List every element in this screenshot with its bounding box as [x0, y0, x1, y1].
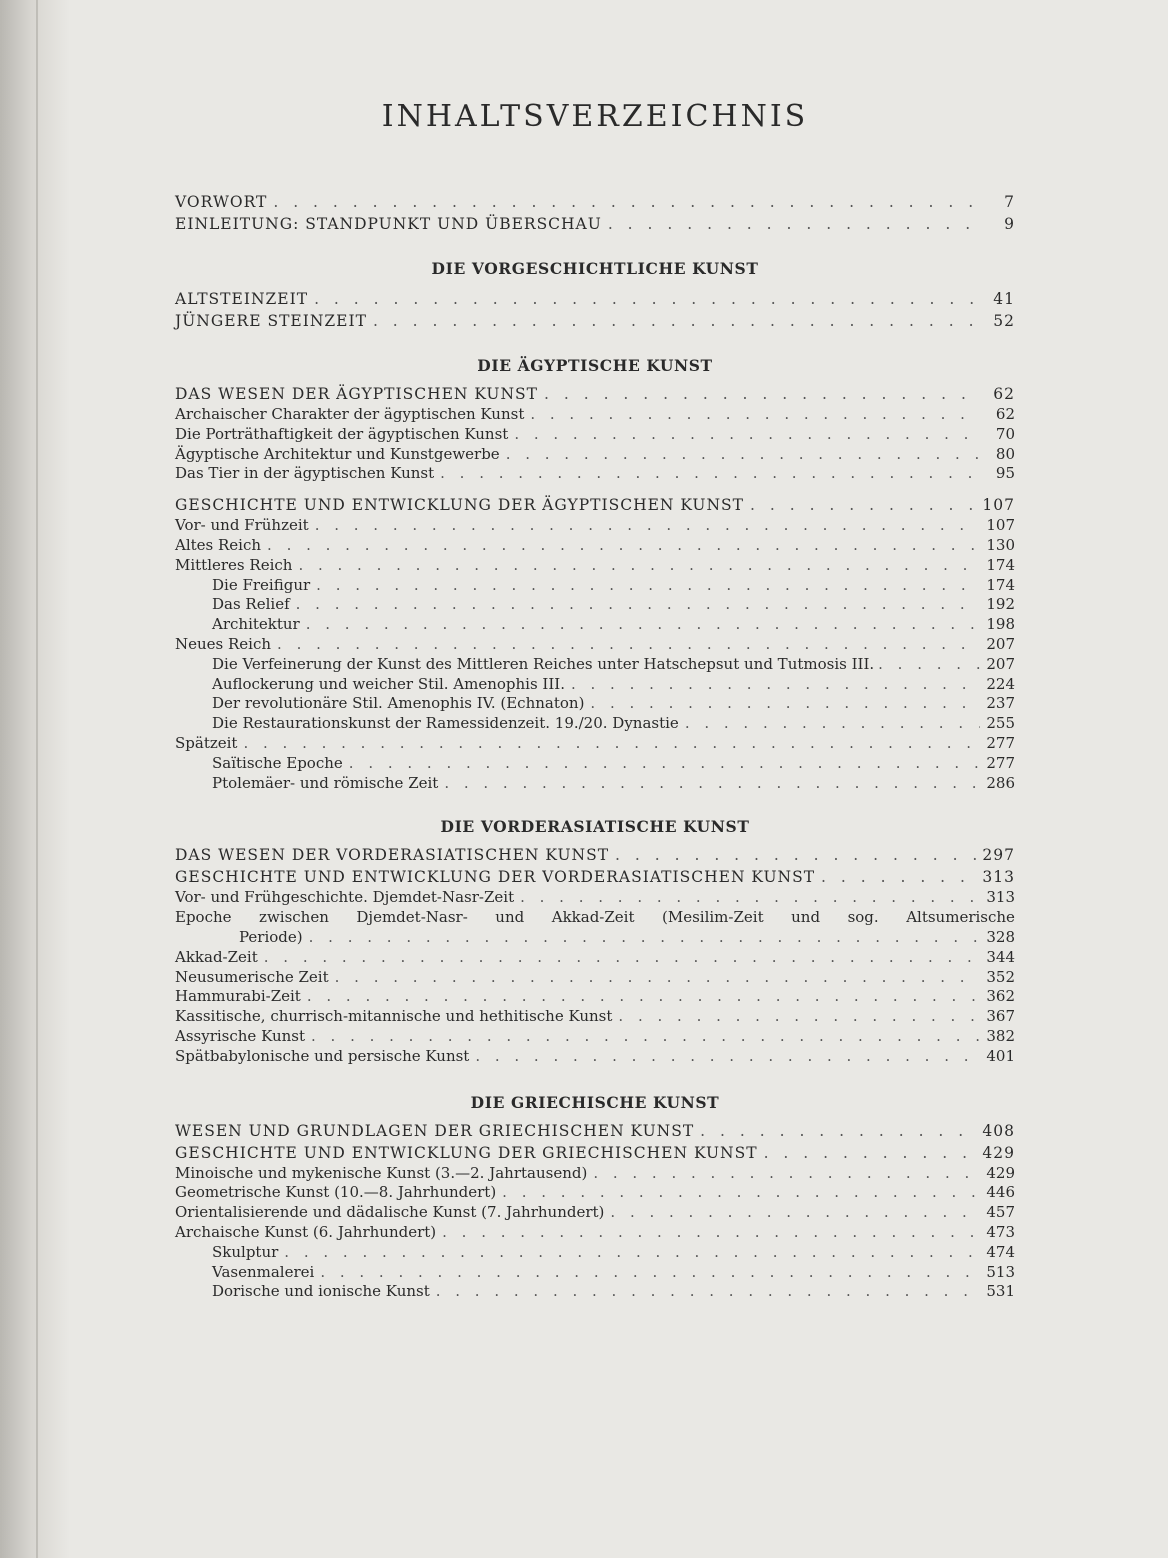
leader-dots	[284, 1243, 980, 1263]
section-heading-vorgeschichtlich: DIE VORGESCHICHTLICHE KUNST	[431, 259, 759, 278]
word: zwischen	[259, 908, 329, 927]
toc-entry[interactable]	[175, 1183, 1015, 1203]
leader-dots	[502, 1183, 980, 1203]
entry-label: Orientalisierende und dädalische Kunst (7. Jahrhundert)	[175, 1203, 605, 1222]
toc-entry[interactable]	[175, 888, 1015, 908]
leader-dots	[307, 987, 981, 1007]
entry-label: Altes Reich	[175, 535, 262, 554]
toc-page	[175, 95, 1015, 1302]
entry-page: 429	[982, 1143, 1015, 1162]
entry-page: 513	[986, 1262, 1015, 1281]
toc-subentry[interactable]	[175, 1263, 1015, 1283]
leader-dots	[750, 494, 976, 516]
leader-dots	[296, 595, 981, 615]
entry-page: 408	[982, 1121, 1015, 1140]
entry-label: Hammurabi-Zeit	[175, 987, 301, 1006]
leader-dots	[530, 405, 981, 425]
entry-label: GESCHICHTE UND ENTWICKLUNG DER GRIECHISCHEN KUNST	[175, 1143, 758, 1162]
entry-label: Die Verfeinerung der Kunst des Mittleren Reiches unter Hatschepsut und Tutmosis III.	[212, 654, 875, 673]
section-heading-aegyptisch: DIE ÄGYPTISCHE KUNST	[477, 356, 713, 375]
entry-label: GESCHICHTE UND ENTWICKLUNG DER VORDERASIATISCHEN KUNST	[175, 868, 816, 887]
leader-dots	[475, 1047, 980, 1067]
toc-entry[interactable]	[175, 383, 1015, 405]
toc-subentry[interactable]	[175, 694, 1015, 714]
leader-dots	[273, 191, 981, 213]
entry-page: 95	[995, 464, 1015, 483]
entry-page: 62	[995, 405, 1015, 423]
entry-page: 401	[986, 1046, 1015, 1065]
toc-subentry[interactable]	[175, 615, 1015, 635]
word: sog.	[847, 908, 879, 927]
entry-page: 474	[986, 1242, 1015, 1261]
toc-entry[interactable]	[175, 536, 1015, 556]
leader-dots	[764, 1142, 977, 1164]
entry-page: 9	[1004, 215, 1015, 233]
leader-dots	[314, 288, 981, 310]
word: Epoche	[175, 908, 232, 927]
entry-label: Vor- und Frühzeit	[175, 516, 309, 535]
front-matter	[175, 191, 1015, 235]
entry-label: Spätbabylonische und persische Kunst	[175, 1046, 470, 1065]
entry-page: 174	[986, 555, 1015, 574]
leader-dots	[349, 754, 981, 774]
entry-label: Kassitische, churrisch-mitannische und hethitische Kunst	[175, 1007, 613, 1026]
toc-subentry[interactable]	[175, 774, 1015, 794]
entry-page: 362	[986, 987, 1015, 1006]
entry-label: Periode)	[239, 927, 303, 946]
leader-dots	[320, 1263, 980, 1283]
leader-dots	[335, 968, 981, 988]
entry-label: Auflockerung und weicher Stil. Amenophis III.	[212, 674, 565, 693]
entry-label: VORWORT	[175, 193, 268, 211]
entry-label: Skulptur	[212, 1242, 279, 1261]
entry-page: 457	[986, 1203, 1015, 1222]
entry-label: Spätzeit	[175, 733, 238, 752]
leader-dots	[315, 516, 981, 536]
toc-subentry[interactable]	[175, 655, 1015, 675]
entry-page: 367	[986, 1007, 1015, 1026]
entry-page: 473	[986, 1222, 1015, 1241]
leader-dots	[520, 888, 980, 908]
entry-page: 198	[986, 615, 1015, 634]
toc-entry[interactable]	[175, 213, 1015, 235]
toc-entry[interactable]	[175, 1007, 1015, 1027]
toc-entry[interactable]	[175, 1027, 1015, 1047]
leader-dots	[243, 734, 980, 754]
entry-label: Akkad-Zeit	[175, 947, 258, 966]
entry-page: 313	[982, 868, 1015, 887]
word: (Mesilim-Zeit	[662, 908, 764, 927]
entry-page: 286	[986, 773, 1015, 792]
entry-page: 344	[986, 947, 1015, 966]
entry-page: 62	[993, 385, 1015, 403]
entry-label: WESEN UND GRUNDLAGEN DER GRIECHISCHEN KUNST	[175, 1121, 695, 1140]
entry-label: ALTSTEINZEIT	[175, 290, 309, 308]
entry-page: 7	[1004, 193, 1015, 211]
entry-label: Vasenmalerei	[212, 1262, 315, 1281]
entry-label: Architektur	[212, 615, 300, 634]
entry-label: DAS WESEN DER VORDERASIATISCHEN KUNST	[175, 846, 610, 865]
toc-entry[interactable]	[175, 1164, 1015, 1184]
entry-page: 70	[995, 424, 1015, 443]
toc-entry-wrapped[interactable]	[175, 908, 1015, 948]
word: Djemdet-Nasr-	[356, 908, 468, 927]
leader-dots	[306, 615, 981, 635]
leader-dots	[615, 844, 976, 866]
toc-entry[interactable]	[175, 1223, 1015, 1243]
toc-entry[interactable]	[175, 948, 1015, 968]
toc-entry[interactable]	[175, 1142, 1015, 1164]
entry-page: 429	[986, 1163, 1015, 1182]
leader-dots	[277, 635, 980, 655]
leader-dots	[373, 310, 981, 332]
toc-entry[interactable]	[175, 445, 1015, 465]
section-heading-vorderasiatisch: DIE VORDERASIATISCHE KUNST	[440, 817, 750, 837]
entry-label: Geometrische Kunst (10.—8. Jahrhundert)	[175, 1183, 497, 1202]
leader-dots	[618, 1007, 980, 1027]
entry-page: 107	[986, 516, 1015, 535]
leader-dots	[444, 774, 980, 794]
leader-dots	[685, 714, 981, 734]
toc-entry[interactable]	[175, 310, 1015, 332]
entry-label: Das Relief	[212, 595, 290, 614]
entry-page: 207	[986, 654, 1015, 673]
wrapped-second-line	[175, 928, 1015, 948]
entry-page: 80	[995, 444, 1015, 463]
entry-label: Dorische und ionische Kunst	[212, 1282, 430, 1301]
entry-page: 277	[986, 753, 1015, 772]
entry-page: 174	[986, 575, 1015, 594]
entry-page: 41	[993, 290, 1015, 308]
toc-subentry[interactable]	[175, 576, 1015, 596]
leader-dots	[316, 576, 980, 596]
word: Altsumerische	[906, 908, 1015, 927]
entry-page: 297	[982, 846, 1015, 865]
toc-entry[interactable]	[175, 494, 1015, 516]
toc-subentry[interactable]	[175, 1243, 1015, 1263]
toc-entry[interactable]	[175, 288, 1015, 310]
leader-dots	[700, 1120, 976, 1142]
leader-dots	[610, 1203, 980, 1223]
entry-page: 52	[993, 312, 1015, 330]
leader-dots	[514, 425, 981, 445]
entry-label: Neues Reich	[175, 634, 272, 653]
entry-label: Die Freifigur	[212, 575, 311, 594]
toc-entry[interactable]	[175, 635, 1015, 655]
entry-label: Die Restaurationskunst der Ramessidenzeit. 19./20. Dynastie	[212, 714, 679, 733]
entry-page: 130	[986, 535, 1015, 554]
leader-dots	[821, 866, 976, 888]
leader-dots	[309, 928, 981, 948]
toc-entry[interactable]	[175, 1203, 1015, 1223]
toc-entry[interactable]	[175, 191, 1015, 213]
leader-dots	[544, 383, 981, 405]
leader-dots	[608, 213, 981, 235]
toc-subentry[interactable]	[175, 1282, 1015, 1302]
toc-entry[interactable]	[175, 1047, 1015, 1067]
toc-entry[interactable]	[175, 464, 1015, 484]
entry-label: Archaischer Charakter der ägyptischen Kunst	[175, 405, 525, 423]
entry-label: Das Tier in der ägyptischen Kunst	[175, 464, 435, 483]
toc-subentry[interactable]	[175, 754, 1015, 774]
leader-dots	[506, 445, 981, 465]
entry-label: Die Porträthaftigkeit der ägyptischen Kunst	[175, 424, 509, 443]
entry-label: Minoische und mykenische Kunst (3.—2. Jahrtausend)	[175, 1163, 588, 1182]
section-heading-griechisch: DIE GRIECHISCHE KUNST	[470, 1092, 720, 1112]
wrapped-first-line	[175, 908, 1015, 928]
toc-entry[interactable]	[175, 987, 1015, 1007]
leader-dots	[311, 1027, 980, 1047]
entry-label: Der revolutionäre Stil. Amenophis IV. (Echnaton)	[212, 694, 585, 713]
toc-entry[interactable]	[175, 968, 1015, 988]
entry-page: 446	[986, 1183, 1015, 1202]
entry-label: GESCHICHTE UND ENTWICKLUNG DER ÄGYPTISCHEN KUNST	[175, 496, 745, 515]
page-title: INHALTSVERZEICHNIS	[381, 99, 809, 134]
entry-page: 107	[982, 496, 1015, 515]
toc-entry[interactable]	[175, 844, 1015, 866]
entry-page: 352	[986, 967, 1015, 986]
leader-dots	[436, 1282, 981, 1302]
book-gutter-shadow	[0, 0, 70, 1558]
entry-page: 277	[986, 733, 1015, 752]
leader-dots	[264, 948, 981, 968]
word: und	[495, 908, 525, 927]
toc-entry[interactable]	[175, 1120, 1015, 1142]
toc-entry[interactable]	[175, 734, 1015, 754]
toc-entry[interactable]	[175, 556, 1015, 576]
leader-dots	[571, 675, 980, 695]
entry-page: 224	[986, 674, 1015, 693]
toc-subentry[interactable]	[175, 714, 1015, 734]
entry-label: Vor- und Frühgeschichte. Djemdet-Nasr-Zeit	[175, 888, 515, 907]
entry-page: 237	[986, 694, 1015, 713]
leader-dots	[298, 556, 980, 576]
entry-label: Archaische Kunst (6. Jahrhundert)	[175, 1222, 437, 1241]
toc-subentry[interactable]	[175, 675, 1015, 695]
leader-dots	[590, 694, 980, 714]
word: Akkad-Zeit	[551, 908, 635, 927]
toc-subentry[interactable]	[175, 595, 1015, 615]
leader-dots	[878, 655, 982, 675]
entry-page: 207	[986, 634, 1015, 653]
toc-entry[interactable]	[175, 516, 1015, 536]
entry-label: EINLEITUNG: STANDPUNKT UND ÜBERSCHAU	[175, 215, 602, 233]
entry-page: 382	[986, 1026, 1015, 1045]
entry-label: Mittleres Reich	[175, 555, 293, 574]
page-edge	[36, 0, 38, 1558]
entry-page: 313	[986, 888, 1015, 907]
entry-label: Neusumerische Zeit	[175, 967, 329, 986]
entry-page: 328	[986, 927, 1015, 946]
toc-entry[interactable]	[175, 866, 1015, 888]
word: und	[791, 908, 821, 927]
entry-page: 531	[986, 1282, 1015, 1301]
entry-label: Assyrische Kunst	[175, 1026, 305, 1045]
leader-dots	[440, 464, 981, 484]
toc-entry[interactable]	[175, 405, 1015, 425]
entry-label: Ägyptische Architektur und Kunstgewerbe	[175, 444, 500, 463]
leader-dots	[442, 1223, 980, 1243]
entry-page: 192	[986, 595, 1015, 614]
leader-dots	[267, 536, 980, 556]
entry-label: Ptolemäer- und römische Zeit	[212, 773, 439, 792]
toc-entry[interactable]	[175, 425, 1015, 445]
entry-label: JÜNGERE STEINZEIT	[175, 312, 367, 330]
leader-dots	[593, 1164, 980, 1184]
entry-page: 255	[986, 714, 1015, 733]
entry-label: Saïtische Epoche	[212, 753, 343, 772]
entry-label: DAS WESEN DER ÄGYPTISCHEN KUNST	[175, 385, 539, 403]
